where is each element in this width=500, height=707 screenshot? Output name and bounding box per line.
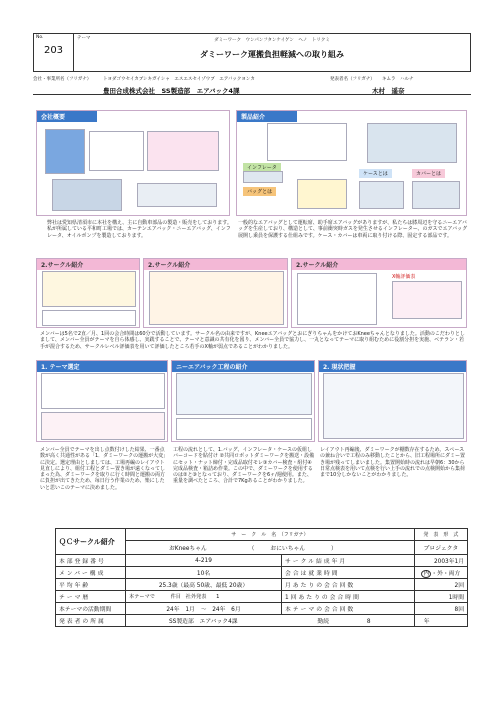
circle-intro-panel-1 xyxy=(36,258,140,328)
radar-chart xyxy=(297,273,377,325)
reg-no-label: 本部登録番号 xyxy=(56,555,126,567)
reg-no: 4-219 xyxy=(126,555,282,567)
circle-title-2: 2.サークル紹介 xyxy=(144,259,287,270)
cover-photo xyxy=(412,181,460,209)
meeting-time-label: 会合は就業時間 xyxy=(282,567,415,579)
process-intro-panel xyxy=(171,360,315,442)
header-divider xyxy=(33,94,471,95)
presenter-kana: キムラ ハルナ xyxy=(382,77,414,82)
theme-selection-panel xyxy=(36,360,168,442)
product-intro-panel xyxy=(236,110,467,216)
dept-label: 発表者の所属 xyxy=(56,615,126,627)
theme-kana: ダミーワーク ウンパンフタンケイゲン ヘノ トリクミ xyxy=(214,38,330,43)
company-label: 会社・事業所名（フリガナ） xyxy=(33,77,92,82)
average-age: 25.3歳（最高 50歳、最低 20歳） xyxy=(126,579,282,591)
total-meetings: 8回 xyxy=(414,603,467,615)
no-value: 203 xyxy=(43,45,64,56)
circle-name-label: サ ー ク ル 名 （フリガナ） xyxy=(126,529,415,541)
product-title: 製品紹介 xyxy=(237,111,297,122)
theme-title: ダミーワーク運搬負担軽減への取り組み xyxy=(200,50,344,59)
theme-score-table xyxy=(41,373,165,409)
inflator-photo xyxy=(243,171,283,183)
evaluation-notes xyxy=(392,281,462,319)
meeting-in-circled: 内 xyxy=(423,571,430,577)
no-label: No. xyxy=(36,35,44,40)
factory-photo xyxy=(52,179,122,211)
total-meetings-label: 本テーマの会合回数 xyxy=(282,603,415,615)
dept-name: SS製造部 エアバック4課 xyxy=(169,619,238,625)
circle-intro-panel-3 xyxy=(291,258,467,328)
members-label: メンバー構成 xyxy=(56,567,126,579)
role-assignment-table xyxy=(149,271,284,325)
layout-map xyxy=(323,373,464,439)
themes-count: 件目 xyxy=(170,594,181,600)
formed-date: 2003年1月 xyxy=(414,555,467,567)
current-status-panel xyxy=(318,360,467,442)
product-paragraph: 一般的なエアバッグとして運転席、助手席エアバッグがありますが、私たちは膝周辺を守るニーエアバッグを生産しており、構造として、事前衝突時ガスを発生させるインフレーター、のガスでエアバッグ展開し乗員を保護する仕組みです。ケース・カバーは車両に取り付ける際、固定する部品です。 xyxy=(238,220,468,239)
monthly-meetings-label: 月あたりの会合回数 xyxy=(282,579,415,591)
circle-paragraph: メンバーは5名で2直／月、1回の会合時間は60分で活動しています。サークル名の由来ですが、KneeエアバッグとおにぎりちゃんをかけておKneeちゃんとなりました。活動のこだわりとしまして、メンバー全員がテーマを自ら体感し、実践することで、テーマと意識の共有化を図り、メンバー全員で協力し、一丸となってテーマに取り組むために役割分担を実施、ベテラン・若手が混合するため、サークルレベル評価表を用いて評価したところ若手のX軸が弱点であることがわかりました。 xyxy=(40,331,465,350)
process-intro-title: ニーエアバック工程の紹介 xyxy=(172,361,314,372)
circle-name-kana: おにいちゃん xyxy=(270,546,306,552)
presenter-name: 木村 遥奈 xyxy=(372,87,405,95)
tenure-unit: 年 xyxy=(423,619,430,625)
current-status-title: 2. 現状把握 xyxy=(319,361,466,372)
tenure-years: 8 xyxy=(366,619,371,625)
activity-period: 24年 1月 ～ 24年 6月 xyxy=(126,603,282,615)
formed-label: サークル結成年月 xyxy=(282,555,415,567)
process-paragraph: 工程の流れとして、1.バッグ、インフレータ・ケースの仮組しバーコードを貼付け ②共同ロボットダミーワークを搬送・設備にセット・ナット締付・完成品取付モレ③カバー検査・組付④完成品検査・箱詰め作業。この中で、ダミーワークを使用するのは②と③となっており、ダミーワークを6ヶ/週使用。また、重量を調べたところ、合計で7Kgあることがわかりました。 xyxy=(173,447,315,485)
presenter-label: 発表者名（フリガナ） xyxy=(330,77,375,82)
theme-reason-box xyxy=(41,412,165,440)
header-table xyxy=(33,33,471,72)
circle-title-1: 2.サークル紹介 xyxy=(37,259,139,270)
themes-prefix: 本テーマで xyxy=(129,594,155,600)
themes-suffix: 社外発表 xyxy=(185,594,207,600)
products-photo xyxy=(137,183,217,207)
overview-title: 会社概要 xyxy=(37,111,97,122)
meeting-options: ・外・両方 xyxy=(431,571,461,577)
presentation-form-label: 発 表 形 式 xyxy=(414,529,467,541)
member-photos xyxy=(42,271,136,307)
per-meeting-time: 1時間 xyxy=(414,591,467,603)
circle-name: おKneeちゃん xyxy=(169,546,207,552)
theme-selection-title: 1. テーマ選定 xyxy=(37,361,167,372)
company-kana: トヨダゴウセイカブシキガイシャ エスエスセイゾウブ エアバックヨンカ xyxy=(103,77,255,82)
case-photo xyxy=(359,181,404,209)
company-info-list xyxy=(147,131,219,171)
japan-map-image xyxy=(45,129,85,174)
bag-photo xyxy=(297,179,347,209)
qc-circle-table: ＱＣサークル紹介 サ ー ク ル 名 （フリガナ） 発 表 形 式 おKneeちゃん （ おにいちゃん ） プロジェクタ 本部登録番号 4-219 サークル結成年月 2003年1月 メンバー構成 10名 会合は就業時間 内 ・外・両方 平均年齢 25.3歳（最高 50歳、最低 20歳） 月あたりの会合回数 2回 テーマ暦 本テーマで 件目 社外発表 1 1回あたりの会合時間 1時間 本テーマの活動期間 24年 1月 ～ 24年 6月 本テーマの会合回数 8回 発表者の所属 SS製造部 エアバック4課 勤続 8 年 xyxy=(55,528,468,627)
presentation-form: プロジェクタ xyxy=(414,541,467,555)
inflator-tag: インフレータ xyxy=(243,163,281,172)
cover-tag: カバーとは xyxy=(412,169,445,178)
themes-ext: 1 xyxy=(216,594,220,600)
company-paragraph: 弊社は愛知県清須市に本社を構え、主に自動車部品の製造・販売をしております。私が所属している平和町工場では、カーテンエアバック・ニーエアバッグ、インフレータ、オイルポンプを製造しております。 xyxy=(47,220,232,239)
case-tag: ケースとは xyxy=(359,169,392,178)
theme-paragraph: メンバー全員でテーマを出し点数付けした結果、一番点数が高く共通性がある「1．ダミーワークの運搬が大変」に決定。選定理由としましては、工場再編のレイアウト見直しにより、組付工程とダミー置き場が遠くなってしまった為、ダミーワークを取りに行く時間と運搬の両方に負担が出てきたため、毎日行う作業のため、楽にしたいと思いこのテーマに決めました。 xyxy=(40,447,166,491)
monthly-meetings: 2回 xyxy=(414,579,467,591)
themes-label: テーマ暦 xyxy=(56,591,126,603)
knee-airbag-diagram xyxy=(267,123,347,161)
circle-intro-panel-2 xyxy=(143,258,288,328)
circle-title-3: 2.サークル紹介 xyxy=(292,259,466,270)
company-overview-panel xyxy=(36,110,230,216)
company-info-table xyxy=(89,131,144,171)
bag-tag: バッグとは xyxy=(243,187,276,196)
status-paragraph: レイアウト再編後、ダミーワークが棚数存在するため、スペースの兼ね合いで工程のみ移動したことから、旧工程場所にダミー置き場が残ってしまいました。集置開始時の流れは早朝6：30から日常点検表を用いて点検を行い上手の流れでの点検開始から集荷まで10分しかないことがわかりました。 xyxy=(320,447,466,478)
per-meeting-label: 1回あたりの会合時間 xyxy=(282,591,415,603)
process-flow-diagram xyxy=(176,418,312,440)
tenure-label: 勤続 xyxy=(317,619,330,625)
radar-title: X軸評価表 xyxy=(392,274,416,280)
qc-title: ＱＣサークル紹介 xyxy=(56,529,126,555)
theme-label: テーマ xyxy=(77,36,91,41)
age-label: 平均年齢 xyxy=(56,579,126,591)
process-photos xyxy=(176,373,312,415)
company-name: 豊田合成株式会社 SS製造部 エアバック4課 xyxy=(103,87,240,95)
car-interior-photo xyxy=(367,123,457,163)
circle-info-box xyxy=(42,310,136,326)
period-label: 本テーマの活動期間 xyxy=(56,603,126,615)
members-count: 10名 xyxy=(126,567,282,579)
